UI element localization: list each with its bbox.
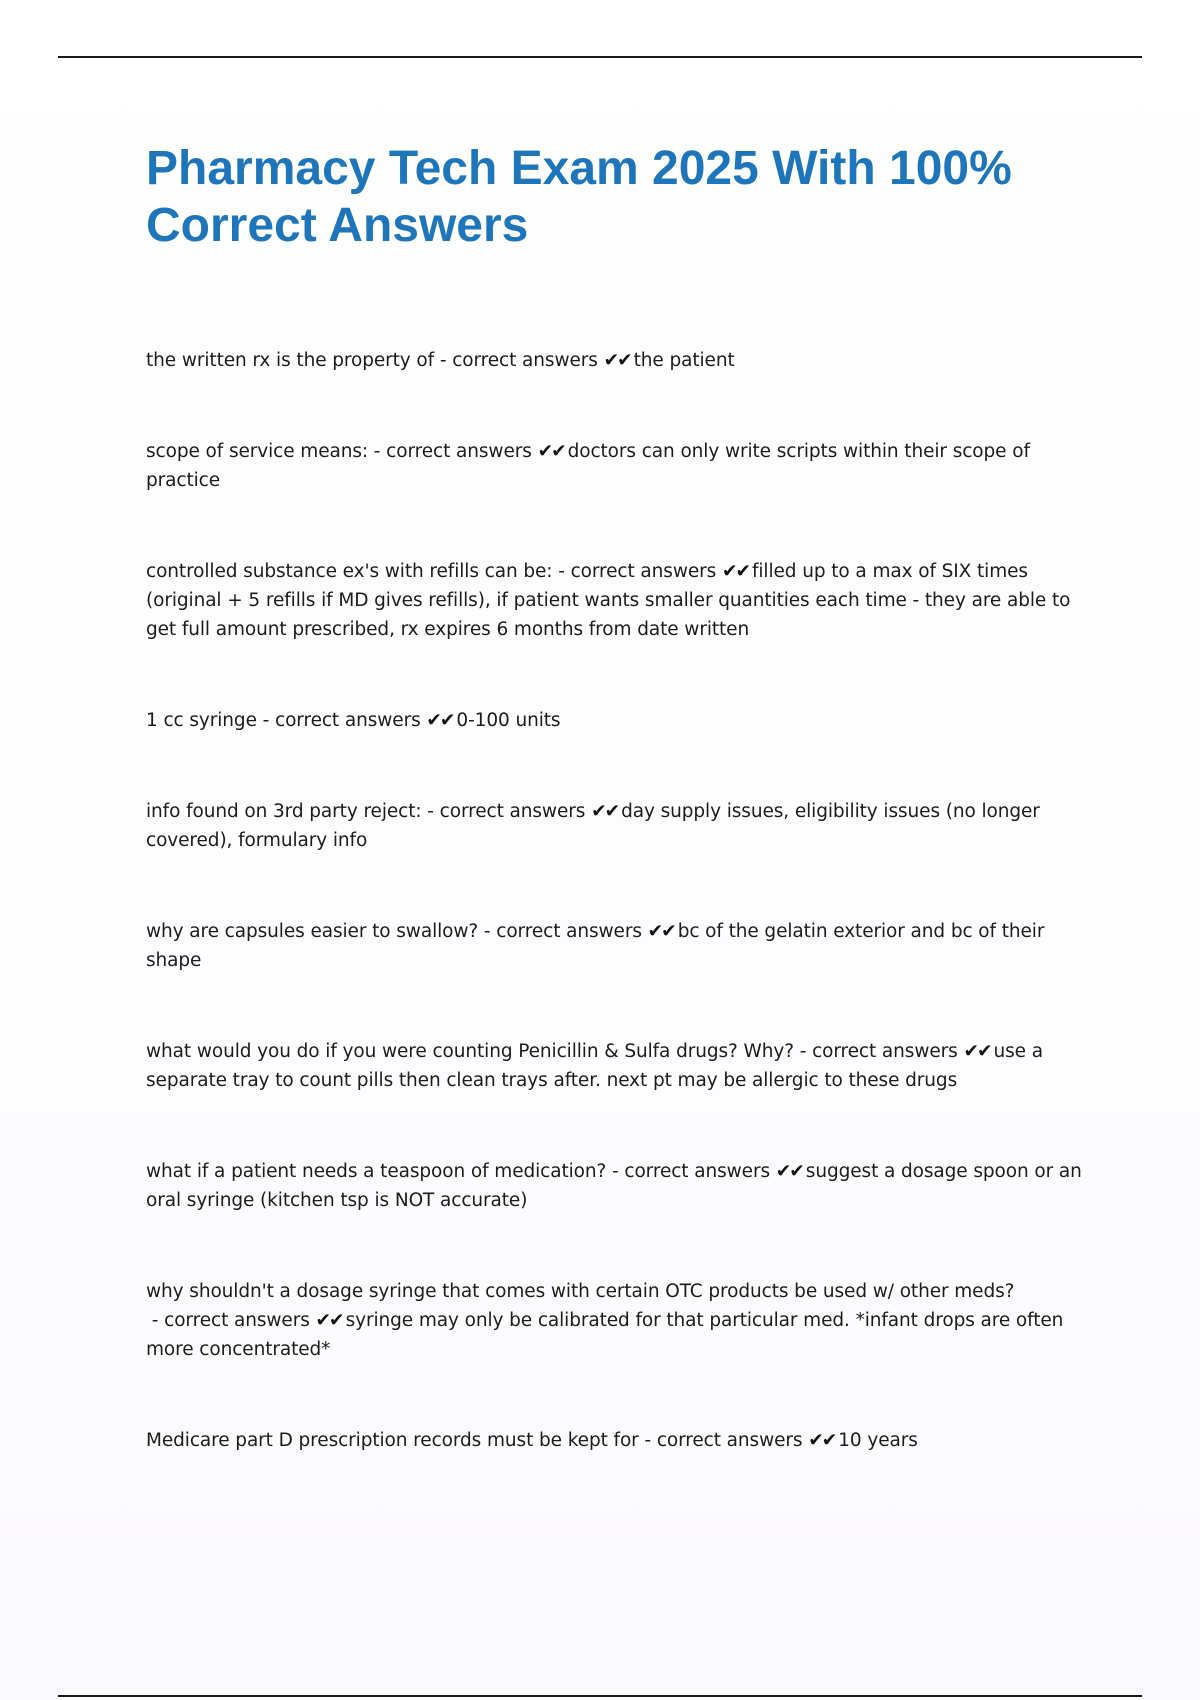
qa-item (146, 346, 1091, 375)
qa-item (146, 1157, 1091, 1215)
answer-marker: correct answers (164, 1310, 310, 1331)
double-check-icon: ✔✔ (647, 921, 675, 942)
answer-text: use a separate tray to count pills then clean trays after. next pt may be allergic to these drugs (146, 1041, 1043, 1091)
double-check-icon: ✔✔ (603, 350, 631, 371)
question-text: why shouldn't a dosage syringe that comes with certain OTC products be used w/ other meds? (146, 1281, 1015, 1302)
separator: - (368, 441, 387, 462)
question-text: controlled substance ex's with refills can be: (146, 561, 553, 582)
page-title: Pharmacy Tech Exam 2025 With 100% Correct Answers (146, 142, 1012, 252)
double-check-icon: ✔✔ (591, 801, 619, 822)
answer-marker: correct answers (439, 801, 586, 822)
question-text: the written rx is the property of (146, 350, 435, 371)
answer-text: bc of the gelatin exterior and bc of their shape (146, 921, 1045, 971)
separator: - (146, 1310, 165, 1331)
footer-rule (58, 1695, 1142, 1697)
answer-marker: correct answers (496, 921, 642, 942)
separator: - (606, 1161, 625, 1182)
question-text: what would you do if you were counting Penicillin & Sulfa drugs? Why? (146, 1041, 794, 1062)
separator: - (638, 1430, 657, 1451)
separator: - (478, 921, 497, 942)
double-check-icon: ✔✔ (315, 1310, 343, 1331)
qa-item (146, 1277, 1091, 1364)
double-check-icon: ✔✔ (426, 710, 454, 731)
separator: - (421, 801, 440, 822)
answer-text: day supply issues, eligibility issues (no longer covered), formulary info (146, 801, 1040, 851)
separator: - (256, 710, 275, 731)
qa-item (146, 706, 1091, 735)
qa-item (146, 1037, 1091, 1095)
qa-item (146, 437, 1091, 495)
answer-marker: correct answers (275, 710, 421, 731)
question-text: scope of service means: (146, 441, 369, 462)
question-text: why are capsules easier to swallow? (146, 921, 479, 942)
header-rule (58, 56, 1142, 58)
question-text: 1 cc syringe (146, 710, 257, 731)
question-text: what if a patient needs a teaspoon of medication? (146, 1161, 607, 1182)
double-check-icon: ✔✔ (963, 1041, 991, 1062)
answer-text: 0-100 units (456, 710, 561, 731)
answer-text: the patient (633, 350, 735, 371)
answer-marker: correct answers (386, 441, 532, 462)
answer-marker: correct answers (624, 1161, 770, 1182)
answer-marker: correct answers (812, 1041, 958, 1062)
separator: - (793, 1041, 813, 1062)
separator: - (552, 561, 571, 582)
double-check-icon: ✔✔ (775, 1161, 803, 1182)
answer-marker: correct answers (452, 350, 598, 371)
answer-text: syringe may only be calibrated for that particular med. *infant drops are often more concentrated* (146, 1310, 1064, 1360)
answer-marker: correct answers (656, 1430, 803, 1451)
qa-item (146, 797, 1091, 855)
question-text: info found on 3rd party reject: (146, 801, 422, 822)
qa-item (146, 917, 1091, 975)
answer-marker: correct answers (570, 561, 717, 582)
qa-item (146, 557, 1091, 644)
separator: - (434, 350, 453, 371)
answer-text: doctors can only write scripts within their scope of practice (146, 441, 1030, 491)
double-check-icon: ✔✔ (721, 561, 749, 582)
answer-text: suggest a dosage spoon or an oral syringe (kitchen tsp is NOT accurate) (146, 1161, 1082, 1211)
answer-text: 10 years (838, 1430, 918, 1451)
answer-text: filled up to a max of SIX times (original + 5 refills if MD gives refills), if patient wants smaller quantities each time - they are able to get full amount prescribed, rx expires 6 months from date written (146, 561, 1071, 640)
qa-list (146, 346, 1091, 1517)
question-text: Medicare part D prescription records must be kept for (146, 1430, 639, 1451)
qa-item (146, 1426, 1091, 1455)
double-check-icon: ✔✔ (808, 1430, 836, 1451)
double-check-icon: ✔✔ (537, 441, 565, 462)
